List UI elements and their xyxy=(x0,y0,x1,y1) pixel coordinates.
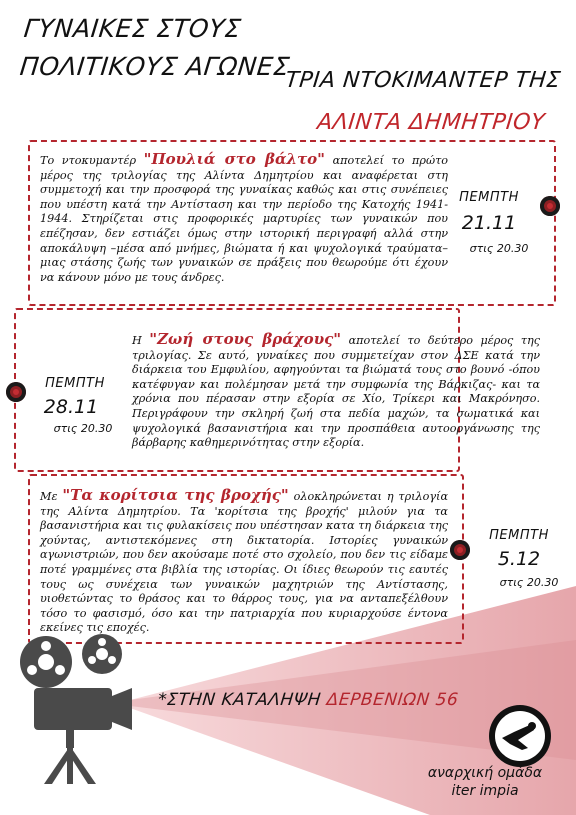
screening-1-description: Το ντοκυμαντέρ "Πουλιά στο βάλτο" αποτελεί το πρώτο μέρος της τριλογίας της Αλίντα Δημητρίου και αναφέρεται στη συμμετοχή και την προσφορά της γυναίκας καθώς και στις συνέπειες που υπέστη κατά την Αντίσταση και την περίοδο της Κατοχής 1941-1944. Στηρίζεται στις προφορικές μαρτυρίες των γυναικών που επέζησαν, δεν εστιάζει όμως στην ιστορική περιγραφή αλλά στην αποκάλυψη –μέσα από μνήμες, βιώματα ή και ψυχολογικά τραύματα– μιας στάσης ζωής των γυναικών σε πράξεις που θεωρούμε ότι έχουν να κάνουν μόνο με τους άνδρες. xyxy=(40,150,449,284)
group-logo-icon xyxy=(488,704,552,768)
film-title-1: "Πουλιά στο βάλτο" xyxy=(143,150,325,168)
screening-1-date: 21.11 xyxy=(461,212,517,234)
screening-3-day: ΠΕΜΠΤΗ xyxy=(489,528,549,543)
group-name xyxy=(400,764,570,800)
screening-2-description: Η "Ζωή στους βράχους" αποτελεί το δεύτερο μέρος της τριλογίας. Σε αυτό, γυναίκες που συμμετείχαν στον ΔΣΕ κατά την διάρκεια του Εμφυλίου, αφηγούνται τα βιώματά τους στο βουνό -όπου κατέφυγαν και πολέμησαν μετά την συμφωνία της Βάρκιζας- και τα χρόνια που πέρασαν στην εξορία σε Χίο, Τρίκερι και Μακρόνησο. Περιγράφουν την σκληρή ζωή στα πεδία μαχών, τα σωματικά και ψυχολογικά βασανιστήρια και την προσπάθεια αυτοοργάνωσης της βάρβαρης καθημερινότητας στην εξορία. xyxy=(132,330,541,450)
bullet-dot-icon xyxy=(540,196,560,216)
title-line-1: ΓΥΝΑΙΚΕΣ ΣΤΟΥΣ xyxy=(22,14,243,43)
page-title xyxy=(18,10,296,86)
group-name-line-1: αναρχική ομάδα xyxy=(427,765,543,781)
screening-1-day: ΠΕΜΠΤΗ xyxy=(459,190,519,205)
film-title-2: "Ζωή στους βράχους" xyxy=(149,330,342,348)
screening-2-date: 28.11 xyxy=(43,396,99,418)
location-place: ΔΕΡΒΕΝΙΩΝ 56 xyxy=(325,690,460,710)
film-title-3: "Τα κορίτσια της βροχής" xyxy=(62,486,289,504)
director-name: ΑΛΙΝΤΑ ΔΗΜΗΤΡΙΟΥ xyxy=(315,110,547,135)
screening-1-time: στις 20.30 xyxy=(469,242,529,255)
screening-2-time: στις 20.30 xyxy=(53,422,113,435)
subtitle: ΤΡΙΑ ΝΤΟΚΙΜΑΝΤΕΡ ΤΗΣ xyxy=(284,68,563,93)
screening-3-time: στις 20.30 xyxy=(499,576,559,589)
bullet-dot-icon xyxy=(6,382,26,402)
screening-2-day: ΠΕΜΠΤΗ xyxy=(45,376,105,391)
title-line-2: ΠΟΛΙΤΙΚΟΥΣ ΑΓΩΝΕΣ xyxy=(18,52,292,81)
location-text: *ΣΤΗΝ ΚΑΤΑΛΗΨΗ ΔΕΡΒΕΝΙΩΝ 56 xyxy=(156,690,460,710)
group-name-line-2: iter impia xyxy=(451,783,519,799)
bullet-dot-icon xyxy=(450,540,470,560)
film-projector-icon xyxy=(4,626,154,786)
screening-3-description: Με "Τα κορίτσια της βροχής" ολοκληρώνεται η τριλογία της Αλίντα Δημητρίου. Τα 'κορίτσια της βροχής' μιλούν για τα βασανιστήρια και τις φυλακίσεις που υπέστησαν κατα τη διάρκεια της χούντας, αντιστεκόμενες στη δικτατορία. Ιστορίες γυναικών αγωνιστριών, που δεν ακούσαμε ποτέ στο σχολείο, που δεν τις είδαμε ποτέ γραμμένες στα βιβλία της ιστορίας. Οι ίδιες θεωρούν τις εαυτές τους ως συνέχεια των γυναικών μαχητριών της Αντίστασης, υιοθετώντας το θράσος και το θάρρος τους, για να ανταπεξέλθουν τόσο το φασισμό, όσο και την πατριαρχία που κυριαρχούσε έντονα εκείνες τις εποχές. xyxy=(40,486,449,635)
screening-3-date: 5.12 xyxy=(497,548,541,570)
